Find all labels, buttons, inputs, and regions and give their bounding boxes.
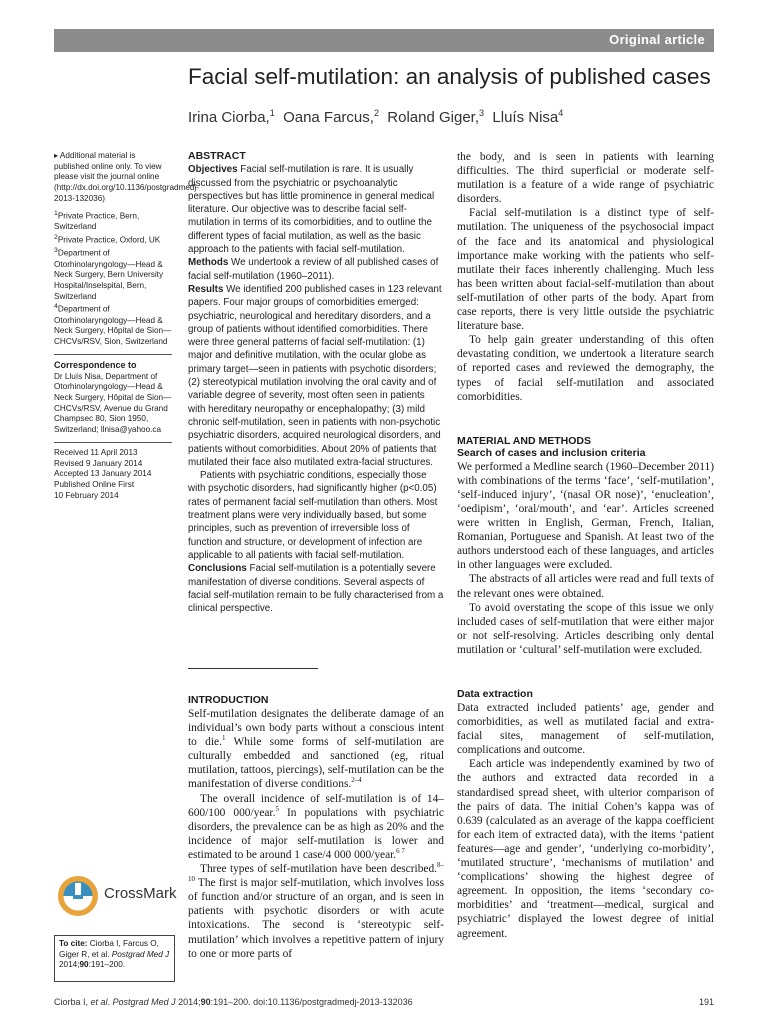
sidebar [54, 151, 200, 501]
paragraph: Three types of self-mutilation have been described.$^{8-10}$ The first is major self-mutilation, which involves loss of function and/or structure of an organ, and is seen in patients with psychotic disorders or with acute intoxications. The second is ‘stereotypic self-mutilation’ which involves a repetitive pattern of injury to one or more parts of [188, 861, 444, 960]
right-column-body [457, 150, 714, 404]
paragraph: Facial self-mutilation is a distinct type of self-mutilation. The uniqueness of the psychosocial impact of the face and its anatomical and physiological importance make working with the patients who self-mutilate their faces inherently challenging. Much less has been written about facial-self-mutilation than about self-mutilation of other parts of the body. Apart from case reports, there is very little outside the psychiatric literature base. [457, 207, 714, 333]
author-affiliation-sup: 2 [373, 108, 379, 118]
crossmark-label: CrossMark [104, 885, 177, 902]
affiliation-item: $^1$Private Practice, Bern, Switzerland [54, 209, 140, 231]
date-line: Received 11 April 2013 [54, 447, 138, 457]
abstract-methods: Methods We undertook a review of all published cases of facial self-mutilation (1960–2011). [188, 257, 439, 282]
introduction-heading: INTRODUCTION [188, 694, 269, 706]
citation-label: To cite: [59, 939, 88, 948]
article-dates [54, 448, 172, 502]
author-affiliation-sup: 3 [479, 108, 485, 118]
date-line: 10 February 2014 [54, 490, 119, 500]
crossmark-icon [56, 871, 100, 921]
abstract-divider [188, 668, 318, 669]
methods-body [457, 460, 714, 657]
page-footer [54, 997, 714, 1007]
paragraph: To avoid overstating the scope of this issue we only included cases of self-mutilation that were either major or not self-resolving. Articles describing only dental mutilation or ‘cultural’ self-mutilation were excluded. [457, 601, 714, 656]
correspondence-address[interactable]: Dr Lluís Nisa, Department of Otorhinolaryngology—Head & Neck Surgery, Hôpital de Sion—CHCVs/RSV, Avenue du Grand Champsec 80, Sion 1950, Switzerland; llnisa@yahoo.ca [54, 371, 172, 435]
paragraph: the body, and is seen in patients with learning difficulties. The third superficial or moderate self-mutilation is a feature of a wide range of psychiatric disorders. [457, 151, 714, 206]
author-name[interactable]: Roland Giger, [387, 109, 480, 126]
page-number: 191 [698, 997, 714, 1007]
article-type-banner [54, 29, 714, 52]
affiliation-item: $^3$Department of Otorhinolaryngology—Head & Neck Surgery, Bern University Hospital/Inselspital, Bern, Switzerland [54, 247, 164, 301]
introduction-body [188, 707, 444, 961]
paragraph: We performed a Medline search (1960–December 2011) with combinations of the terms ‘face’, ‘self-mutilation’, ‘self-induced injury’, ‘(nasal OR nose)’, ‘enucleation’, ‘oedipism’, ‘oral/mouth’, and ‘ear’. Articles screened were written in English, German, French, Italian, Romanian, Portuguese and Spanish. At least two of the authors understood each of these languages, and articles in other languages were excluded. [457, 460, 714, 572]
paragraph: To help gain greater understanding of this often devastating condition, we undertook a literature search of reported cases and reviewed the demography, the types of facial self-mutilation and associated comorbidities. [457, 334, 714, 403]
footer-citation: Ciorba I, et al. Postgrad Med J 2014;90:191–200. doi:10.1136/postgradmedj-2013-132036 [54, 997, 413, 1007]
date-line: Published Online First [54, 479, 135, 489]
date-line: Accepted 13 January 2014 [54, 469, 152, 479]
author-name[interactable]: Irina Ciorba, [188, 109, 270, 126]
abstract [188, 150, 444, 615]
paragraph: The abstracts of all articles were read and full texts of the relevant ones were obtained. [457, 573, 714, 600]
abstract-conclusions: Conclusions Facial self-mutilation is a potentially severe manifestation of diverse conditions. Several aspects of facial self-mutilation remain to be fully characterised from a clinical perspective. [188, 563, 444, 615]
paragraph: The overall incidence of self-mutilation is of 14–600/100 000/year.$^5$ In populations with psychiatric disorders, the prevalence can be as high as 20% and the incidence of major self-mutilation is lower and estimated to be around 1 case/4 000 000/year.$^{6 7}$ [188, 792, 444, 861]
abstract-results: Results We identified 200 published cases in 123 relevant papers. Four major groups of comorbidities emerged: psychiatric, neurological and hereditary disorders, and a group of patients without identified comorbidities. There were three general patterns of facial self-mutilation: (1) major and definitive mutilation, with the ocular globe as primary target—seen in patients with psychotic disorders; (2) stereotypical mutilation involving the oral cavity and of variable degree of severity, most often seen in patients with hereditary neuropathy or encephalopathy; (3) mild chronic self-mutilation, seen in patients with non-psychotic psychiatric disorders, acquired neurological disorders, and patients without comorbidities. About 20% of patients that mutilated their face also mutilated extra-facial structures. [188, 283, 442, 468]
abstract-heading: ABSTRACT [188, 150, 246, 162]
article-type-label: Original article [609, 32, 705, 47]
introduction-section [188, 694, 444, 961]
article-title: Facial self-mutilation: an analysis of published cases [188, 64, 711, 89]
affiliations [54, 209, 172, 348]
sidebar-divider [54, 442, 172, 443]
citation-box: To cite: Ciorba I, Farcus O, Giger R, et al. Postgrad Med J 2014;90:191–200. [54, 935, 175, 982]
sidebar-divider [54, 354, 172, 355]
data-extraction-body [457, 701, 714, 941]
paragraph: Data extracted included patients’ age, gender and comorbidities, as well as mutilated facial and extra-facial sites, management of self-mutilation, complications and outcome. [457, 702, 714, 757]
author-name[interactable]: Oana Farcus, [283, 109, 374, 126]
author-list [188, 108, 563, 126]
affiliation-item: $^2$Private Practice, Oxford, UK [54, 233, 161, 245]
date-line: Revised 9 January 2014 [54, 458, 143, 468]
abstract-objectives: Objectives Facial self-mutilation is rare. It is usually discussed from the psychiatric or psychoanalytic perspectives but has little prominence in general medical literature. Our objective was to describe facial self-mutilation in terms of its comorbidities, and to outline the different types of facial mutilation, as well as the basic approach to the patients with facial self-mutilation. [188, 164, 435, 256]
author-affiliation-sup: 1 [269, 108, 275, 118]
author-name[interactable]: Lluís Nisa [492, 109, 559, 126]
abstract-results-continued: Patients with psychiatric conditions, especially those with psychotic disorders, had significantly higher (p<0.05) rates of permanent facial self-mutilation than others. Most treatment plans were very individually based, but some principles, such as prevention of irreversible loss of function and structure, or development of infection are applicable to all patients with facial self-mutilation. [188, 470, 438, 561]
additional-material-note[interactable]: ▸ Additional material is published online only. To view please visit the journal online (http://dx.doi.org/10.1136/postgradmedj-2013-132036) [54, 151, 200, 203]
crossmark-badge[interactable] [56, 871, 176, 921]
paragraph: Self-mutilation designates the deliberate damage of an individual’s own body parts without a conscious intent to die.$^1$ While some forms of self-mutilation are culturally embedded and sanctioned (eg, ritual mutilation, tattoos, piercings), self-mutilation can be the manifestation of diverse conditions.$^{2-4}$ [188, 708, 444, 791]
subsection-heading-data-extraction: Data extraction [457, 688, 533, 700]
correspondence-heading: Correspondence to [54, 359, 137, 370]
affiliation-item: $^4$Department of Otorhinolaryngology—Head & Neck Surgery, Hôpital de Sion—CHCVs/RSV, Sion, Switzerland [54, 303, 172, 347]
author-affiliation-sup: 4 [558, 108, 564, 118]
subsection-heading-search: Search of cases and inclusion criteria [457, 446, 646, 459]
right-column [457, 150, 714, 941]
paragraph: Each article was independently examined by two of the authors and extracted data recorded in a standardised spread sheet, with ulterior comparison of the pairs of data. The initial Cohen’s kappa was of 0.639 (calculated as an average of the kappa coefficient for each item of extracted data), with the items ‘patient features—age and gender’, ‘underlying co-morbidity’, ‘mutilated structure’, ‘mechanisms of mutilation’ and ‘complications’ showing the highest degree of agreement. In opposition, the items ‘secondary co-morbidities’ and ‘treatment—medical, surgical and psychiatric’ displayed the lowest degree of initial agreement. [457, 758, 714, 940]
section-heading-methods: MATERIAL AND METHODS [457, 434, 591, 447]
